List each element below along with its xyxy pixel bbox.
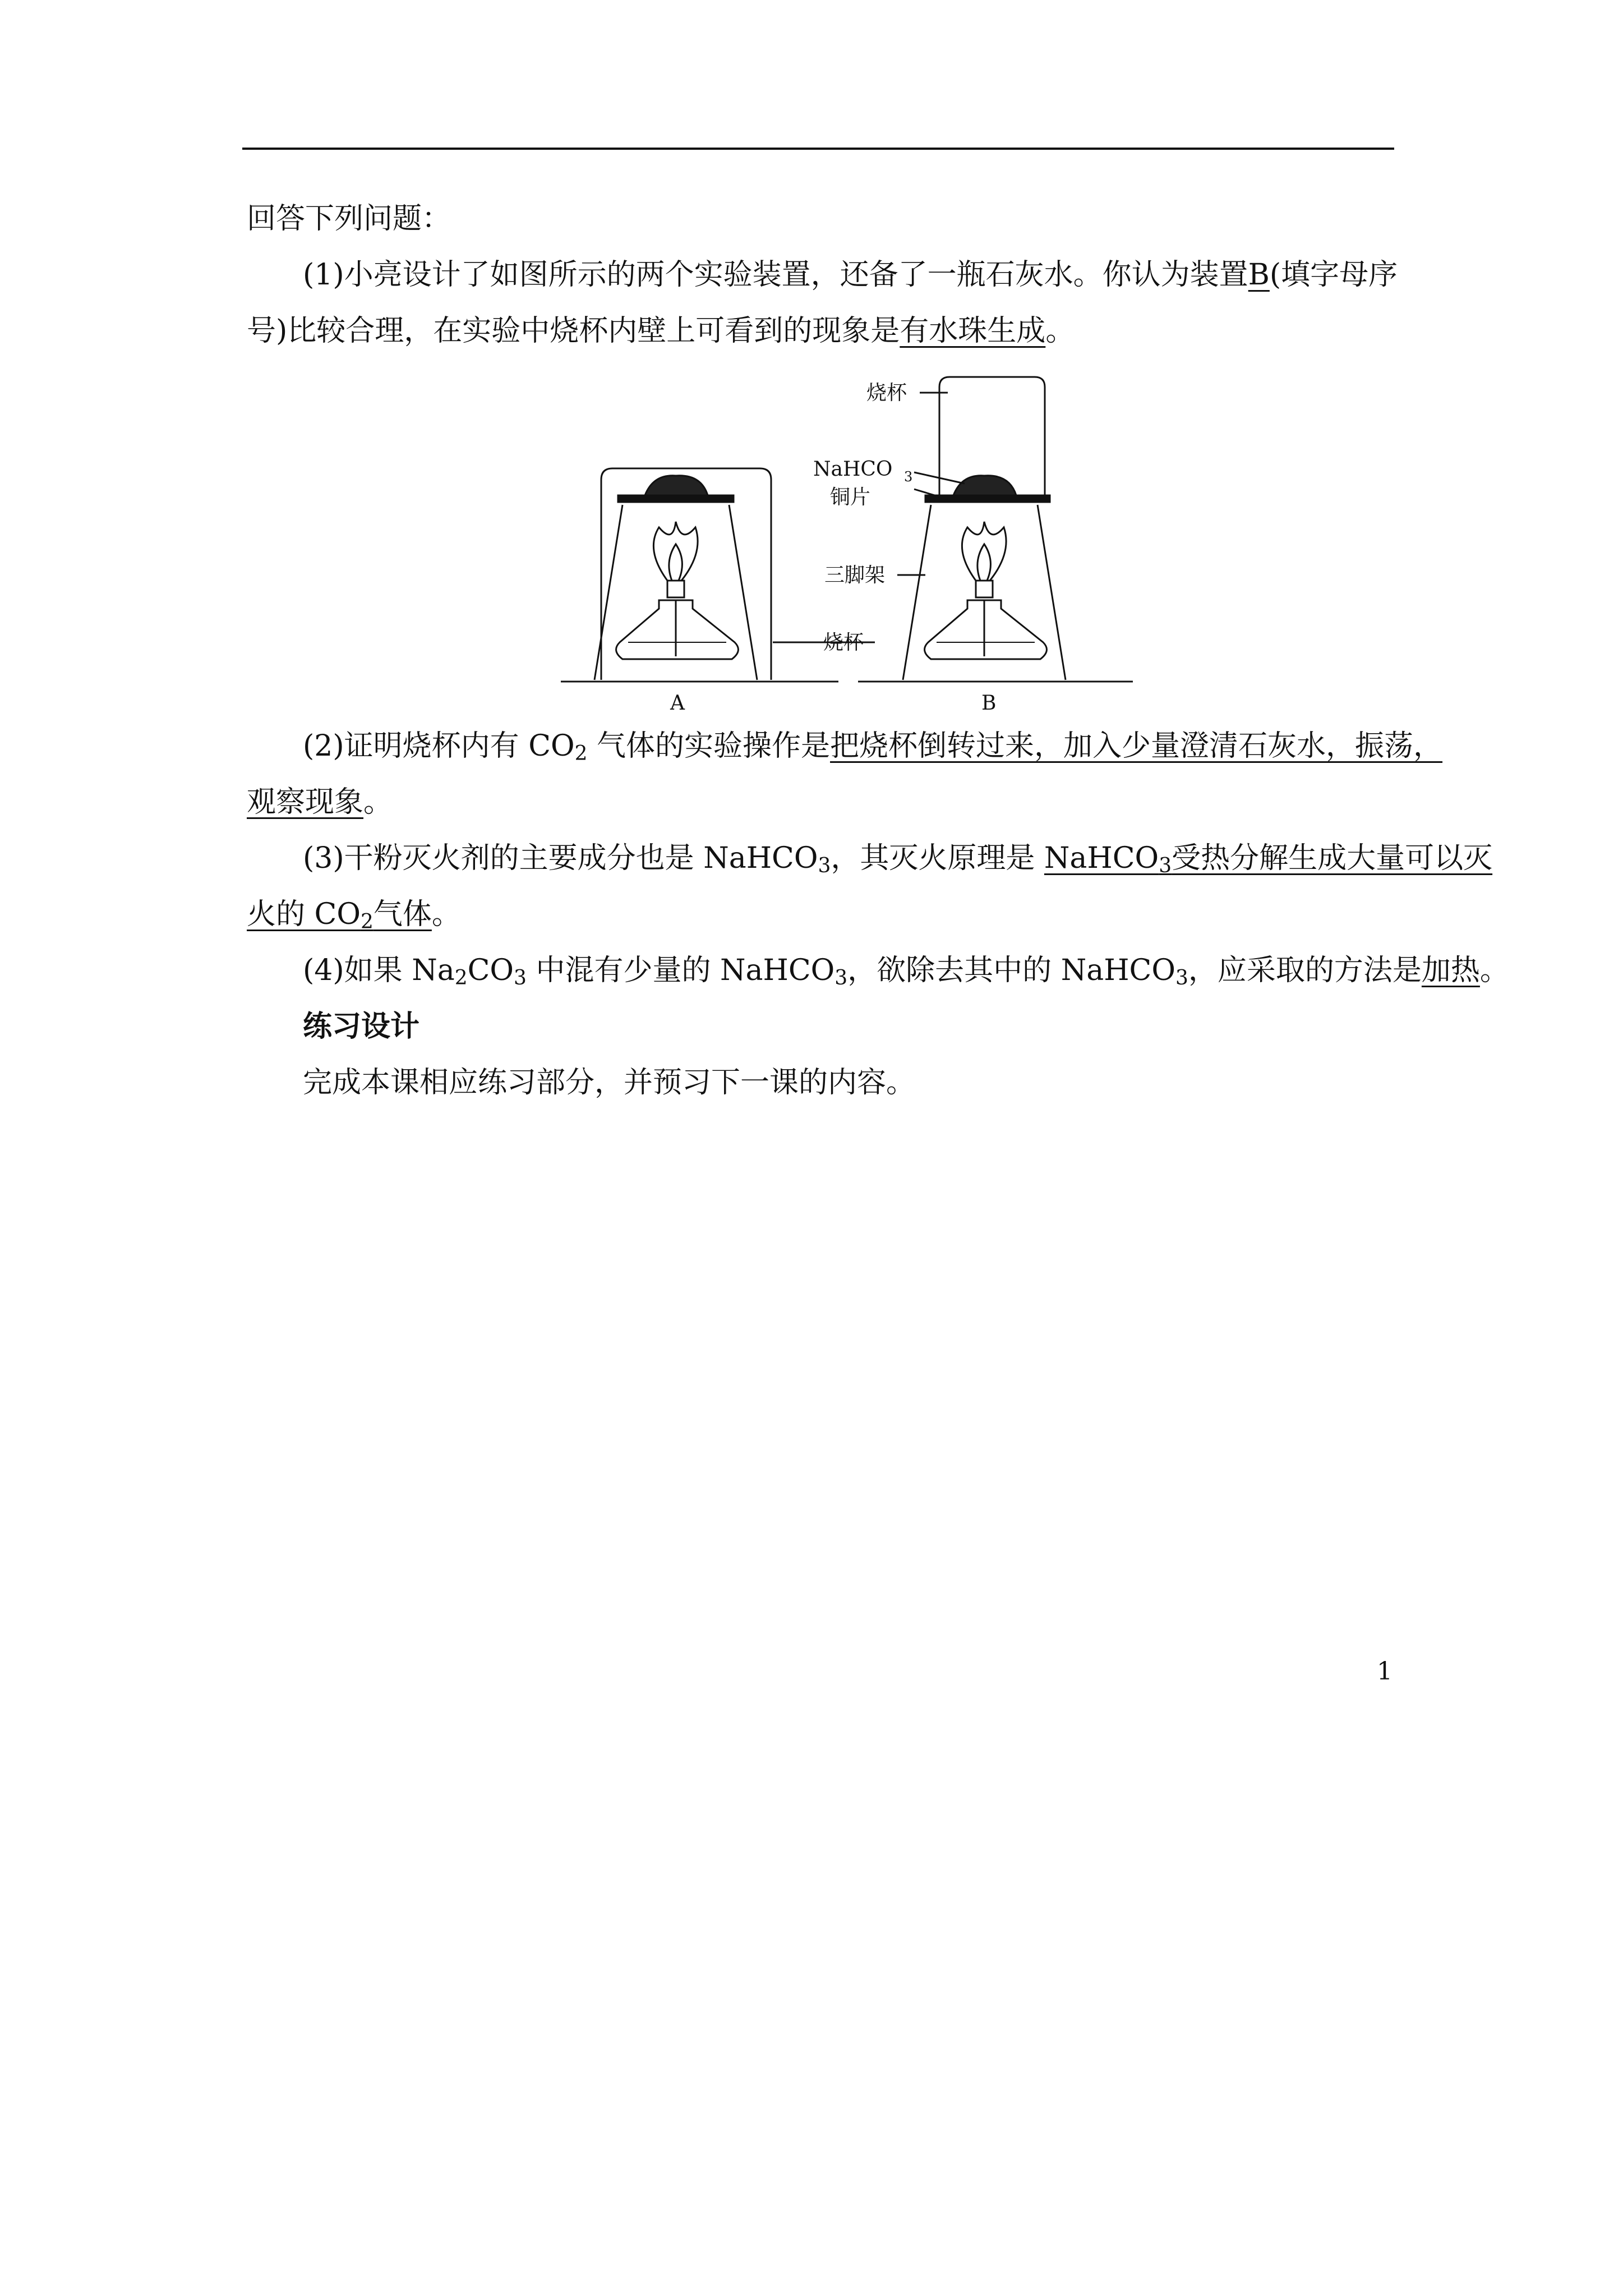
q4-answer: 加热 [1421,954,1480,987]
tripod-a-leg-left [594,505,623,680]
label-a: A [670,692,685,715]
q1-answer-device: B [1248,258,1270,292]
q4-text-f: 。 [1479,954,1509,987]
q1-text-c: 号)比较合理，在实验中烧杯内壁上可看到的现象是 [247,314,900,348]
q2-sub-a: 2 [574,742,588,765]
q4-text-a: (4)如果 Na [303,954,455,987]
q4-text-e: ，应采取的方法是 [1188,954,1422,987]
q2-answer-line-1: 把烧杯倒转过来，加入少量澄清石灰水，振荡， [830,729,1443,763]
question-1-line-2 [247,311,1075,351]
label-tripod: 三脚架 [824,564,886,587]
tripod-a-leg-right [729,505,757,680]
q4-sub-b: 3 [514,967,527,990]
label-beaker-top: 烧杯 [866,381,907,404]
question-3-line-1 [303,839,1492,878]
lamp-b-cap [976,581,993,597]
question-3-line-2 [247,895,461,934]
q3-text-a: (3)干粉灭火剂的主要成分也是 NaHCO [303,841,818,875]
label-beaker-bottom: 烧杯 [823,631,864,654]
apparatus-figure [561,359,1138,718]
practice-body-label: 完成本课相应练习部分，并预习下一课的内容。 [303,1066,916,1099]
q3-sub-a: 3 [818,854,831,877]
q4-sub-c: 3 [834,967,848,990]
lamp-a-body [616,600,739,659]
q3-text-c: 。 [431,898,461,931]
q3-answer-sub-c: 2 [360,910,374,933]
tripod-b-leg-left [903,505,931,680]
apparatus-drawing [561,359,1138,718]
q3-answer-d: 气体 [373,898,432,931]
lamp-b-body [925,600,1047,659]
q1-text-d: 。 [1045,314,1075,348]
lamp-a-cap [667,581,684,597]
q3-answer-line-1 [1044,841,1492,875]
header-rule [242,148,1394,150]
q3-answer-sub-a: 3 [1159,854,1172,877]
intro-label: 回答下列问题： [247,202,451,236]
copper-plate-a [618,495,734,502]
flame-b [962,522,1006,581]
q4-sub-a: 2 [454,967,468,990]
flame-b-inner [978,544,991,581]
intro-text [247,199,451,238]
practice-heading-label: 练习设计 [303,1009,420,1043]
q3-answer-c: 火的 CO [247,898,361,931]
label-copper: 铜片 [830,486,871,509]
label-nahco3-sub: 3 [904,469,913,485]
q2-answer-line-2: 观察现象 [247,785,364,819]
q4-text-c: 中混有少量的 NaHCO [526,954,835,987]
nahco3-pile-a [645,476,708,495]
page-number: 1 [1377,1657,1393,1686]
question-2-line-2 [247,783,393,822]
flame-a-inner [669,544,683,581]
q3-answer-line-2 [247,898,432,931]
tripod-b-leg-right [1038,505,1066,680]
q1-text-b: (填字母序 [1269,258,1398,292]
q2-text-c: 。 [363,785,393,819]
practice-body [303,1063,915,1102]
q3-answer-a: NaHCO [1044,841,1159,875]
label-nahco3: NaHCO [813,458,893,481]
q1-answer-phenomenon: 有水珠生成 [900,314,1046,348]
nahco3-pile-b [953,476,1016,495]
q3-answer-b: 受热分解生成大量可以灭 [1172,841,1493,875]
question-2-line-1 [303,726,1442,766]
q4-text-d: ，欲除去其中的 NaHCO [847,954,1175,987]
question-4-line [303,951,1509,990]
flame-a [653,522,698,581]
q1-text-a: (1)小亮设计了如图所示的两个实验装置，还备了一瓶石灰水。你认为装置 [303,258,1248,292]
label-b: B [981,692,997,715]
question-1-line-1 [303,255,1398,295]
q2-text-a: (2)证明烧杯内有 CO [303,729,575,763]
q2-text-b: 气体的实验操作是 [587,729,831,763]
q4-sub-d: 3 [1175,967,1188,990]
q4-text-b: CO [467,954,514,987]
practice-heading [303,1007,419,1046]
q3-text-b: ，其灭火原理是 [831,841,1044,875]
